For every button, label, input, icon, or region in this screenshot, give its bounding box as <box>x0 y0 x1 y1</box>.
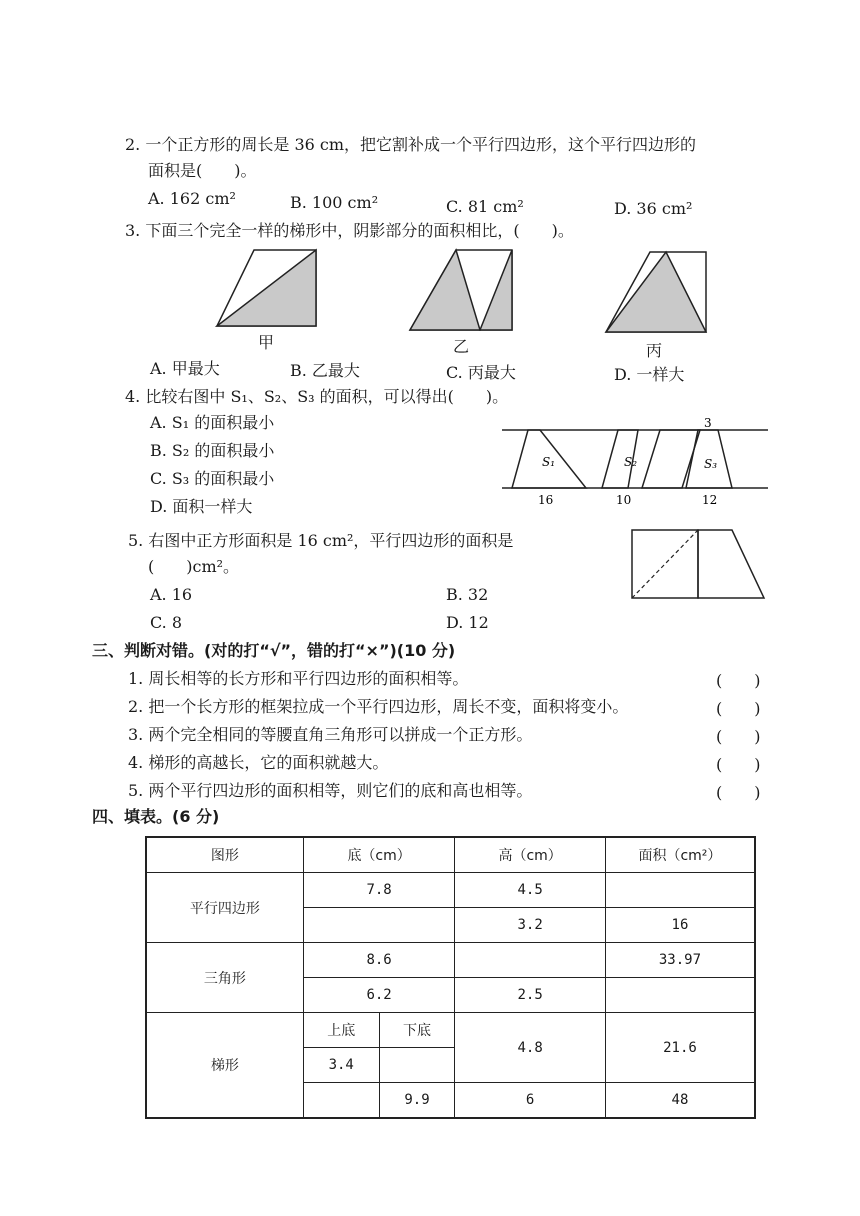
section3-answer-5[interactable]: ( ) <box>716 783 761 802</box>
q4-option-a: A. S₁ 的面积最小 <box>150 413 275 432</box>
header-shape: 图形 <box>146 837 303 873</box>
shape-parallelogram: 平行四边形 <box>146 873 303 943</box>
header-area: 面积（cm²） <box>605 837 755 873</box>
section3-item-1: 1. 周长相等的长方形和平行四边形的面积相等。 <box>128 669 469 688</box>
trap2-area: 48 <box>605 1083 755 1119</box>
trap1-height: 4.8 <box>455 1013 606 1083</box>
fill-table <box>145 836 756 1119</box>
section3-heading: 三、判断对错。(对的打“√”，错的打“×”)(10 分) <box>92 641 456 660</box>
q4-base-12: 12 <box>702 493 718 507</box>
shape-triangle: 三角形 <box>146 943 303 1013</box>
q5-option-a: A. 16 <box>150 585 193 604</box>
q4-s3-label: S₃ <box>704 457 718 471</box>
q4-s1-label: S₁ <box>542 455 556 469</box>
section3-answer-1[interactable]: ( ) <box>716 671 761 690</box>
q4-s2-label: S₂ <box>624 455 638 469</box>
q4-option-d: D. 面积一样大 <box>150 497 253 516</box>
q2-option-b: B. 100 cm² <box>290 193 379 212</box>
q5-right-triangle <box>698 530 764 598</box>
section4-heading: 四、填表。(6 分) <box>92 807 220 826</box>
header-height: 高（cm） <box>455 837 606 873</box>
q3-label-jia: 甲 <box>258 335 275 352</box>
tri2-base: 6.2 <box>303 978 455 1013</box>
q5-dashed-diagonal <box>632 530 698 598</box>
section3-item-4: 4. 梯形的高越长，它的面积就越大。 <box>128 753 389 772</box>
para2-base[interactable] <box>303 908 455 943</box>
trap2-lower: 9.9 <box>379 1083 455 1119</box>
tri1-base: 8.6 <box>303 943 455 978</box>
q5-option-b: B. 32 <box>446 585 489 604</box>
q3-option-b: B. 乙最大 <box>290 361 360 380</box>
q4-top-number: 3 <box>704 416 712 430</box>
q3-trapezoid-yi <box>408 248 518 334</box>
tri2-area[interactable] <box>605 978 755 1013</box>
q5-option-c: C. 8 <box>150 613 183 632</box>
q4-base-16: 16 <box>538 493 554 507</box>
trap1-lower[interactable] <box>379 1048 455 1083</box>
section3-answer-2[interactable]: ( ) <box>716 699 761 718</box>
trap1-upper: 3.4 <box>303 1048 379 1083</box>
q5-option-d: D. 12 <box>446 613 489 632</box>
q4-figure <box>500 418 772 510</box>
trap2-height: 6 <box>455 1083 606 1119</box>
q3-trapezoid-jia <box>212 248 322 330</box>
q2-option-d: D. 36 cm² <box>614 199 693 218</box>
trap-upper-base-header: 上底 <box>303 1013 379 1048</box>
q3-label-yi: 乙 <box>453 339 470 356</box>
section3-answer-3[interactable]: ( ) <box>716 727 761 746</box>
tri1-area: 33.97 <box>605 943 755 978</box>
q4-option-c: C. S₃ 的面积最小 <box>150 469 275 488</box>
q3-trapezoid-bing <box>604 250 710 336</box>
trap2-upper[interactable] <box>303 1083 379 1119</box>
trap-lower-base-header: 下底 <box>379 1013 455 1048</box>
q5-text-line1: 5. 右图中正方形面积是 16 cm²，平行四边形的面积是 <box>128 531 514 550</box>
q2-option-c: C. 81 cm² <box>446 197 524 216</box>
q5-text-line2: ( )cm²。 <box>148 557 240 576</box>
section3-item-3: 3. 两个完全相同的等腰直角三角形可以拼成一个正方形。 <box>128 725 533 744</box>
para2-area: 16 <box>605 908 755 943</box>
header-base: 底（cm） <box>303 837 455 873</box>
q4-base-10: 10 <box>616 493 632 507</box>
table-row <box>146 943 755 978</box>
q3-option-d: D. 一样大 <box>614 365 685 384</box>
table-row <box>146 1013 755 1048</box>
q4-text: 4. 比较右图中 S₁、S₂、S₃ 的面积，可以得出( )。 <box>125 387 509 406</box>
q2-option-a: A. 162 cm² <box>148 189 236 208</box>
section3-item-5: 5. 两个平行四边形的面积相等，则它们的底和高也相等。 <box>128 781 533 800</box>
table-row <box>146 873 755 908</box>
q3-option-a: A. 甲最大 <box>150 359 220 378</box>
shape-trapezoid: 梯形 <box>146 1013 303 1119</box>
q5-figure <box>630 528 770 602</box>
tri1-height[interactable] <box>455 943 606 978</box>
q3-option-c: C. 丙最大 <box>446 363 516 382</box>
q4-option-b: B. S₂ 的面积最小 <box>150 441 275 460</box>
section3-answer-4[interactable]: ( ) <box>716 755 761 774</box>
para1-base: 7.8 <box>303 873 455 908</box>
table-header-row <box>146 837 755 873</box>
q2-text-line2: 面积是( )。 <box>148 161 257 180</box>
q3-text: 3. 下面三个完全一样的梯形中，阴影部分的面积相比，( )。 <box>125 221 574 240</box>
q2-text-line1: 2. 一个正方形的周长是 36 cm，把它割补成一个平行四边形，这个平行四边形的 <box>125 135 697 154</box>
para1-area[interactable] <box>605 873 755 908</box>
section3-item-2: 2. 把一个长方形的框架拉成一个平行四边形，周长不变，面积将变小。 <box>128 697 629 716</box>
q3-label-bing: 丙 <box>646 343 663 360</box>
para1-height: 4.5 <box>455 873 606 908</box>
tri2-height: 2.5 <box>455 978 606 1013</box>
para2-height: 3.2 <box>455 908 606 943</box>
trap1-area: 21.6 <box>605 1013 755 1083</box>
